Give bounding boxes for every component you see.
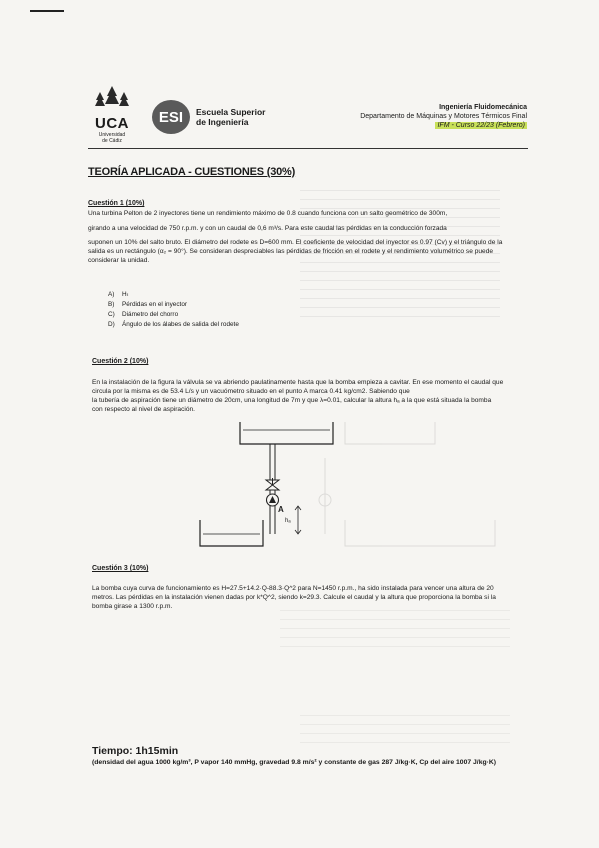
esi-logo [152,100,265,134]
q1-line2: girando a una velocidad de 750 r.p.m. y con un caudal de 0,6 m³/s. Para este caudal las pérdidas en la conducción forzada [88,225,447,232]
subject-name: Ingeniería Fluidomecánica [439,104,527,111]
uca-logo [88,84,136,144]
uca-sub1: Universidad [98,132,126,138]
constants-note: (densidad del agua 1000 kg/m³, P vapor 140 mmHg, gravedad 9.8 m/s² y constante de gas 287 J/kg·K, Cp del aire 1007 J/kg·K) [92,759,497,766]
suction-pipe [270,506,275,534]
discharge-pipe [270,444,275,480]
esi-name [196,107,265,127]
header-divider [88,148,528,149]
q1-option-c: C) Diámetro del chorro [108,311,179,318]
top-scan-mark [30,10,64,12]
bleed-through-diagram [319,422,495,546]
department-name: Departamento de Máquinas y Motores Térmicos Final [360,113,527,120]
department-block [360,103,527,130]
pump-icon [267,494,279,506]
exam-time: Tiempo: 1h15min [92,745,179,757]
q3-body [92,584,522,611]
lower-tank [200,520,263,546]
q2-line2: circula por la misma es de 53.4 L/s y un vacuómetro situado en el punto A marca 0.41 kg/cm2. Sabiendo que [92,388,410,395]
valve-icon [266,478,279,490]
q2-line4: con respecto al nivel de aspiración. [92,406,195,413]
point-a-label: A [278,505,284,514]
bleed-through-text-3 [300,715,510,745]
q2-line3: la tubería de aspiración tiene un diámetro de 20cm, una longitud de 7m y que λ=0.01, calcular la altura hₐ a la que está situada la bomba [92,397,492,404]
q1-title: Cuestión 1 (10%) [88,200,145,207]
q1-option-d: D) Ángulo de los álabes de salida del rodete [108,321,239,328]
q1-option-b: B) Pérdidas en el inyector [108,301,188,308]
esi-line2: de Ingeniería [196,117,249,127]
bleed-through-text [300,190,500,320]
uca-sub2: de Cádiz [102,138,122,144]
q3-line3: bomba girase a 1300 r.p.m. [92,603,173,610]
installation-diagram [195,418,535,558]
uca-name: UCA [95,115,129,132]
height-label: hₐ [285,518,291,524]
q2-line1: En la instalación de la figura la válvula se va abriendo paulatinamente hasta que la bomba empieza a cavitar. En ese momento el caudal que [92,379,504,386]
q2-body [92,378,522,414]
q1-line3: suponen un 10% del salto bruto. El diámetro del rodete es D=600 mm. El coeficiente de velocidad del inyector es 0.97 (Cv) y el triángulo de la [88,239,503,246]
q3-line1: La bomba cuya curva de funcionamiento es H=27.5+14.2·Q-88.3·Q^2 para N=1450 r.p.m., ha sido instalada para vencer una altura de 20 [92,585,494,592]
q1-line5: considerar la unidad. [88,257,150,264]
q3-line2: metros. Las pérdidas en la instalación vienen dadas por k*Q^2, siendo k=29.3. Calcule el caudal y la altura que proporciona la bomba si la [92,594,496,601]
q1-line4: salida es un rectángulo (α₂ = 90°). Se consideran despreciables las pérdidas de fricción en el rodete y el rendimiento volumétrico se puede [88,248,494,255]
q1-line1: Una turbina Pelton de 2 inyectores tiene un rendimiento máximo de 0.8 cuando funciona con un salto geométrico de 300m, [88,210,448,217]
section-title: TEORÍA APLICADA - CUESTIONES (30%) [88,166,296,178]
upper-tank [240,422,333,444]
q1-option-a: A) Hₜ [108,291,129,298]
bleed-through-text-2 [280,610,510,650]
esi-line1: Escuela Superior [196,107,266,117]
q1-options [108,290,239,330]
q2-title: Cuestión 2 (10%) [92,358,149,365]
q3-title: Cuestión 3 (10%) [92,565,149,572]
esi-badge: ESI [152,100,190,134]
course-label: IFM - Curso 22/23 (Febrero) [437,122,525,129]
uca-emblem-icon [95,84,129,108]
height-dimension [295,506,301,534]
